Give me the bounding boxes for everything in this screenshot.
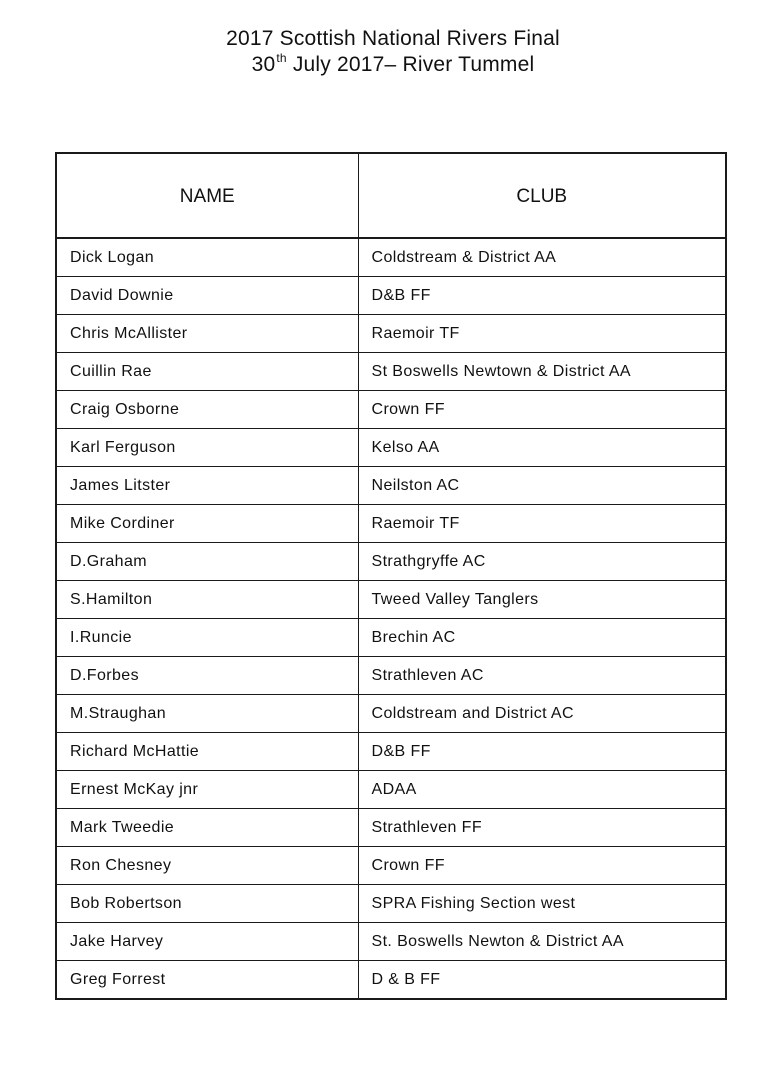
competitor-name: Richard McHattie: [56, 733, 358, 771]
competitor-club: D&B FF: [358, 277, 726, 315]
table-row: [56, 923, 726, 961]
competitor-club: Strathleven AC: [358, 657, 726, 695]
competitor-club: Brechin AC: [358, 619, 726, 657]
table-row: [56, 885, 726, 923]
competitor-name: D.Graham: [56, 543, 358, 581]
competitor-name: Mike Cordiner: [56, 505, 358, 543]
competitor-club: St Boswells Newtown & District AA: [358, 353, 726, 391]
table-row: [56, 657, 726, 695]
competitor-club: Strathleven FF: [358, 809, 726, 847]
competitor-name: I.Runcie: [56, 619, 358, 657]
document-subtitle: [0, 52, 762, 80]
competitor-name: Chris McAllister: [56, 315, 358, 353]
competitor-name: Ernest McKay jnr: [56, 771, 358, 809]
competitor-name: David Downie: [56, 277, 358, 315]
table-row: [56, 429, 726, 467]
competitor-name: Greg Forrest: [56, 961, 358, 1000]
table-row: [56, 847, 726, 885]
table-row: [56, 733, 726, 771]
date-and-venue: July 2017– River Tummel: [286, 53, 535, 76]
competitor-club: Tweed Valley Tanglers: [358, 581, 726, 619]
competitor-name: Mark Tweedie: [56, 809, 358, 847]
table-row: [56, 505, 726, 543]
table-row: [56, 391, 726, 429]
table-row: [56, 619, 726, 657]
competitor-club: D&B FF: [358, 733, 726, 771]
competitor-club: Coldstream & District AA: [358, 238, 726, 277]
table-row: [56, 543, 726, 581]
competitor-name: Dick Logan: [56, 238, 358, 277]
table-row: [56, 961, 726, 1000]
competitor-name: Jake Harvey: [56, 923, 358, 961]
table-row: [56, 238, 726, 277]
competitor-name: D.Forbes: [56, 657, 358, 695]
column-header-club: CLUB: [358, 153, 726, 238]
competitor-club: Neilston AC: [358, 467, 726, 505]
competitor-name: Karl Ferguson: [56, 429, 358, 467]
table-row: [56, 771, 726, 809]
table-row: [56, 809, 726, 847]
column-header-name: NAME: [56, 153, 358, 238]
document-title: 2017 Scottish National Rivers Final: [226, 27, 560, 50]
competitor-name: James Litster: [56, 467, 358, 505]
date-suffix: th: [276, 51, 287, 65]
competitor-club: Raemoir TF: [358, 505, 726, 543]
competitor-table: [55, 152, 727, 1000]
table-row: [56, 695, 726, 733]
competitor-name: Cuillin Rae: [56, 353, 358, 391]
table-row: [56, 353, 726, 391]
date-day: 30: [251, 53, 276, 76]
competitor-club: Coldstream and District AC: [358, 695, 726, 733]
competitor-club: Kelso AA: [358, 429, 726, 467]
competitor-name: Bob Robertson: [56, 885, 358, 923]
table-header-row: [56, 153, 726, 238]
competitor-club: Crown FF: [358, 847, 726, 885]
competitor-club: Crown FF: [358, 391, 726, 429]
document-header: [0, 26, 762, 80]
competitor-club: Raemoir TF: [358, 315, 726, 353]
competitor-club: D & B FF: [358, 961, 726, 1000]
competitor-name: Ron Chesney: [56, 847, 358, 885]
competitor-club: ADAA: [358, 771, 726, 809]
competitor-club: SPRA Fishing Section west: [358, 885, 726, 923]
competitor-name: Craig Osborne: [56, 391, 358, 429]
competitor-club: St. Boswells Newton & District AA: [358, 923, 726, 961]
competitor-club: Strathgryffe AC: [358, 543, 726, 581]
table-row: [56, 277, 726, 315]
competitor-name: M.Straughan: [56, 695, 358, 733]
table-row: [56, 467, 726, 505]
table-row: [56, 581, 726, 619]
competitor-name: S.Hamilton: [56, 581, 358, 619]
table-row: [56, 315, 726, 353]
